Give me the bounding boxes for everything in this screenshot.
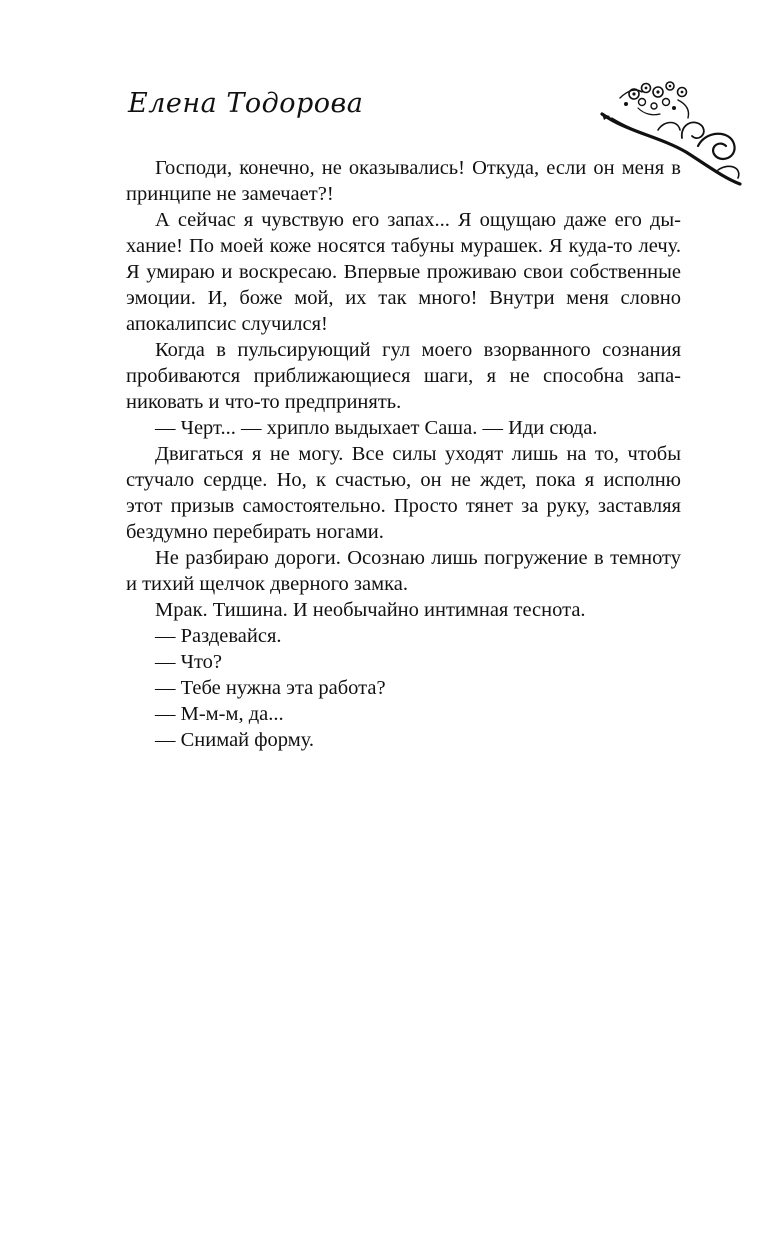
dialogue-line-1: — Раздевайся. [155, 625, 282, 647]
paragraph-6: Не разбираю дороги. Осознаю лишь погружение в темноту и тихий щелчок дверного замка. [126, 547, 681, 595]
paragraph-4: — Черт... — хрипло выдыхает Саша. — Иди сюда. [155, 417, 598, 439]
paragraph-2: А сейчас я чувствую его запах... Я ощущаю даже его дыхание! По моей коже носятся табуны мурашек. Я куда-то лечу. Я умираю и воскресаю. Впервые проживаю свои собственные эмоции. И, боже мой, их так много! Внутри меня словно апокалипсис случился! [126, 209, 681, 335]
paragraph-1: Господи, конечно, не оказывались! Откуда, если он меня в принципе не замечает?! [126, 157, 681, 205]
body-text [126, 155, 681, 753]
dialogue-line-3: — Тебе нужна эта работа? [155, 677, 386, 699]
paragraph-7: Мрак. Тишина. И необычайно интимная теснота. [155, 599, 586, 621]
dialogue-line-5: — Снимай форму. [155, 729, 315, 751]
paragraph-3: Когда в пульсирующий гул моего взорванного сознания пробиваются приближающиеся шаги, я не способна запаниковать и что-то предпринять. [126, 339, 681, 413]
dialogue-line-2: — Что? [155, 651, 222, 673]
paragraph-5: Двигаться я не могу. Все силы уходят лишь на то, чтобы стучало сердце. Но, к счастью, он не ждет, пока я исполню этот призыв самостоятельно. Просто тянет за руку, заставляя бездумно перебирать ногами. [126, 443, 681, 543]
dialogue-line-4: — М-м-м, да... [155, 703, 284, 725]
running-head-author: Елена Тодорова [128, 88, 364, 119]
